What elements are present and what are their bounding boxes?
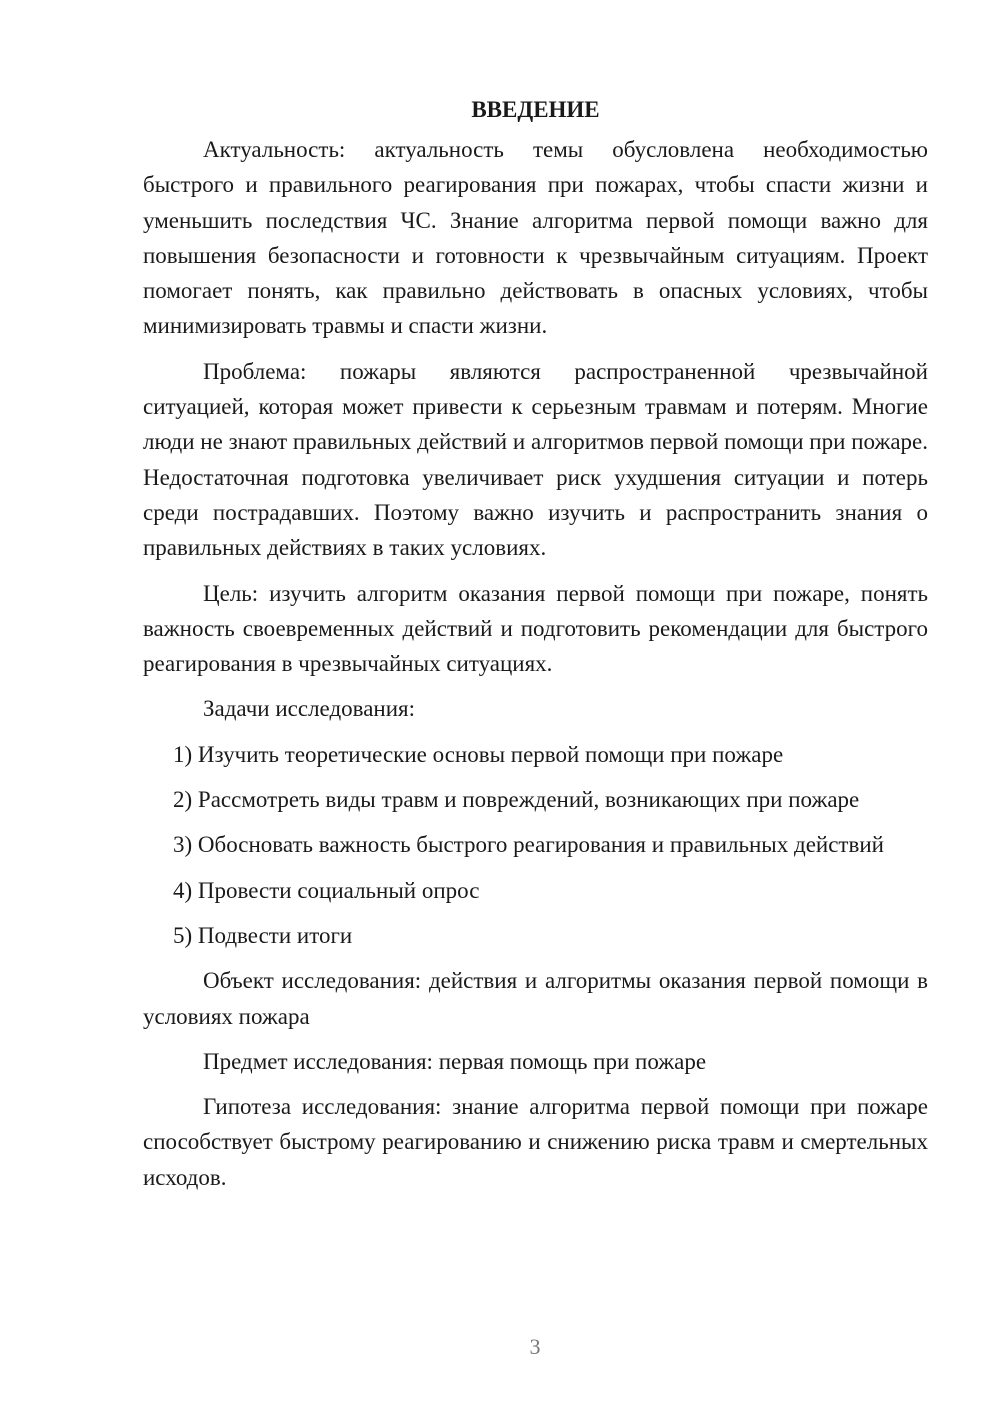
goal-paragraph: Цель: изучить алгоритм оказания первой помощи при пожаре, понять важность своевременных действий и подготовить рекомендации для быстрого реагирования в чрезвычайных ситуациях.	[143, 580, 928, 677]
problem-paragraph: Проблема: пожары являются распространенной чрезвычайной ситуацией, которая может привести к серьезным травмам и потерям. Многие люди не знают правильных действий и алгоритмов первой помощи при пожаре. Недостаточная подготовка увеличивает риск ухудшения ситуации и потерь среди пострадавших. Поэтому важно изучить и распространить знания о правильных действиях в таких условиях.	[143, 358, 928, 561]
task-item-4: 4) Провести социальный опрос	[173, 877, 480, 903]
section-heading: ВВЕДЕНИЕ	[471, 97, 600, 122]
object-paragraph: Объект исследования: действия и алгоритмы оказания первой помощи в условиях пожара	[143, 968, 928, 1029]
page-number: 3	[529, 1334, 541, 1359]
task-item-5: 5) Подвести итоги	[173, 922, 353, 948]
relevance-paragraph: Актуальность: актуальность темы обусловлена необходимостью быстрого и правильного реагирования при пожарах, чтобы спасти жизни и уменьшить последствия ЧС. Знание алгоритма первой помощи важно для повышения безопасности и готовности к чрезвычайным ситуациям. Проект помогает понять, как правильно действовать в опасных условиях, чтобы минимизировать травмы и спасти жизни.	[143, 137, 928, 339]
hypothesis-paragraph: Гипотеза исследования: знание алгоритма первой помощи при пожаре способствует быстрому реагированию и снижению риска травм и смертельных исходов.	[143, 1094, 928, 1190]
document-page	[143, 92, 928, 1205]
task-item-2: 2) Рассмотреть виды травм и повреждений, возникающих при пожаре	[173, 787, 860, 813]
tasks-title: Задачи исследования:	[203, 696, 416, 722]
subject-paragraph: Предмет исследования: первая помощь при пожаре	[203, 1048, 707, 1074]
task-item-3: 3) Обосновать важность быстрого реагирования и правильных действий	[173, 832, 884, 858]
task-item-1: 1) Изучить теоретические основы первой помощи при пожаре	[173, 741, 784, 767]
